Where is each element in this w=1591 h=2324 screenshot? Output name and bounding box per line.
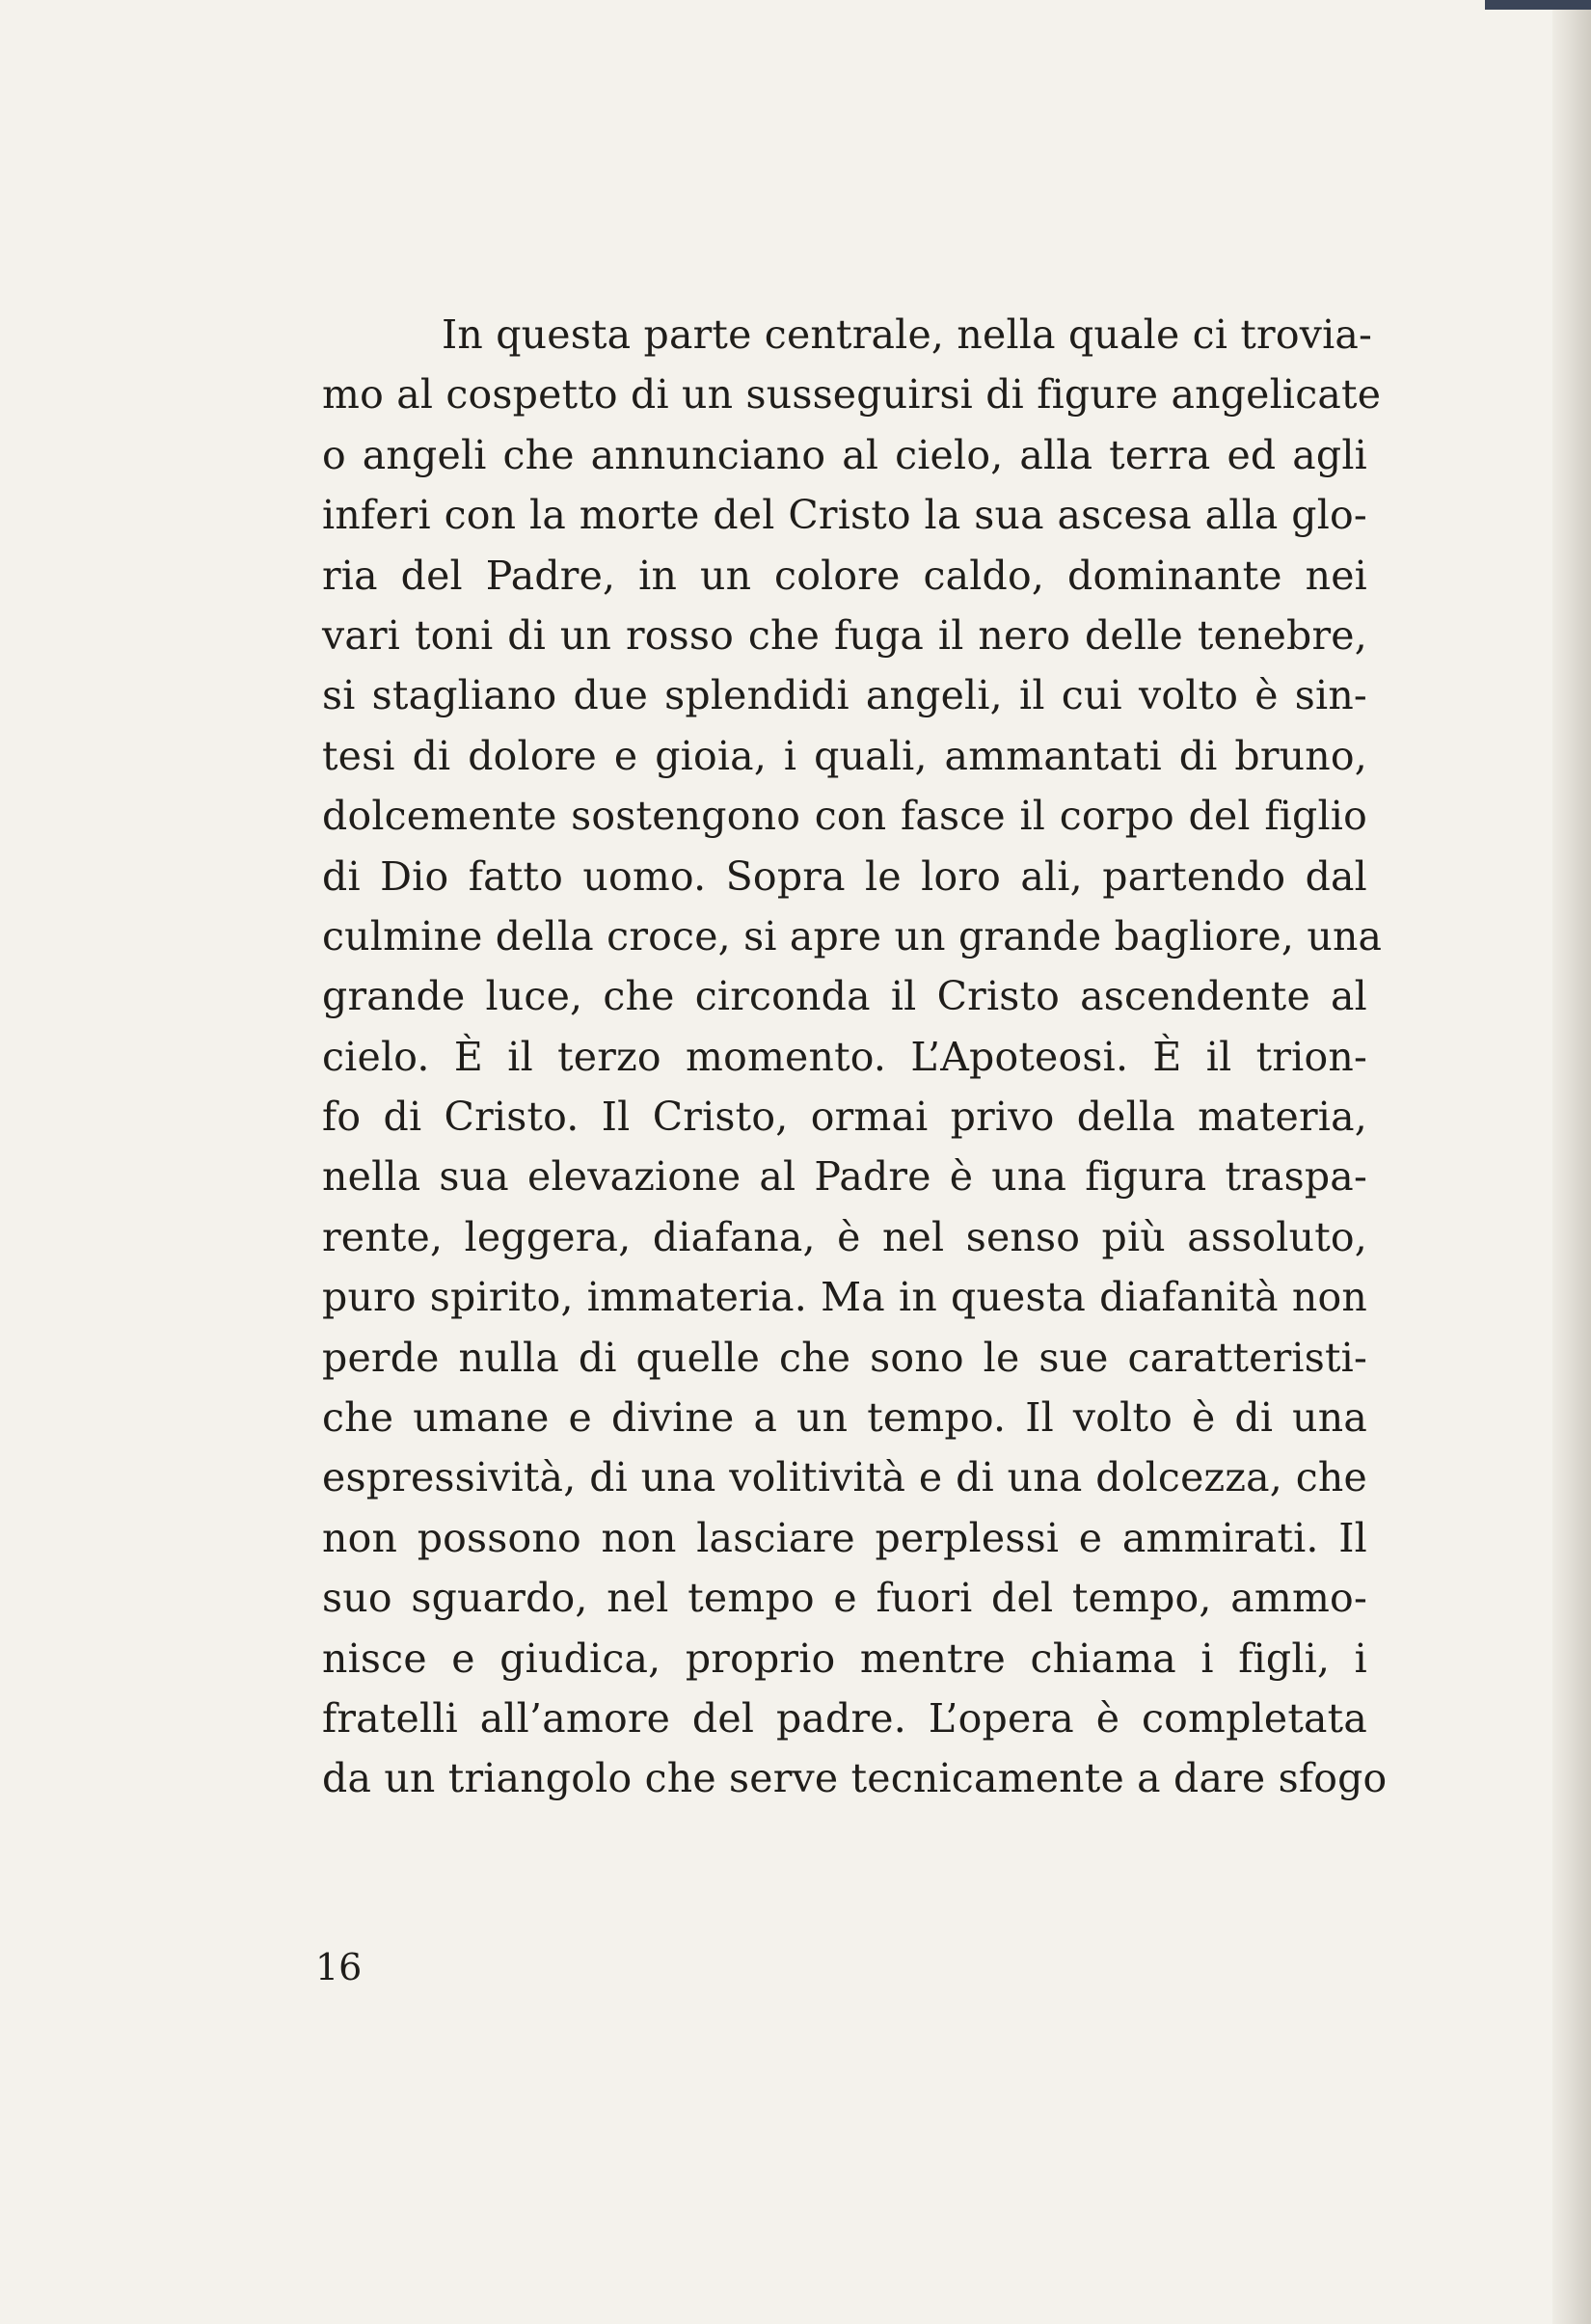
text-line: suo sguardo, nel tempo e fuori del tempo, ammo-: [322, 1575, 1367, 1622]
text-line: di Dio fatto uomo. Sopra le loro ali, partendo dal: [322, 852, 1367, 900]
text-line: nisce e giudica, proprio mentre chiama i figli, i: [322, 1635, 1367, 1682]
text-line: In questa parte centrale, nella quale ci trovia-: [442, 311, 1373, 358]
text-line: culmine della croce, si apre un grande bagliore, una: [322, 912, 1383, 959]
text-line: fratelli all’amore del padre. L’opera è completata: [322, 1694, 1367, 1742]
page-edge: [1552, 0, 1591, 2324]
text-line: puro spirito, immateria. Ma in questa diafanità non: [322, 1274, 1367, 1321]
text-line: espressività, di una volitività e di una dolcezza, che: [322, 1454, 1367, 1501]
text-line: dolcemente sostengono con fasce il corpo del figlio: [322, 793, 1367, 840]
text-line: fo di Cristo. Il Cristo, ormai privo della materia,: [322, 1094, 1367, 1141]
text-line: tesi di dolore e gioia, i quali, ammantati di bruno,: [322, 732, 1367, 779]
cover-strip: [1485, 0, 1591, 10]
text-line: da un triangolo che serve tecnicamente a dare sfogo: [322, 1755, 1388, 1802]
text-line: non possono non lasciare perplessi e ammirati. Il: [322, 1514, 1367, 1561]
text-line: grande luce, che circonda il Cristo ascendente al: [322, 973, 1367, 1020]
text-line: ria del Padre, in un colore caldo, dominante nei: [322, 552, 1367, 599]
text-line: o angeli che annunciano al cielo, alla terra ed agli: [322, 431, 1367, 478]
text-line: mo al cospetto di un susseguirsi di figure angelicate: [322, 371, 1382, 419]
text-line: rente, leggera, diafana, è nel senso più assoluto,: [322, 1213, 1367, 1260]
text-line: si stagliano due splendidi angeli, il cui volto è sin-: [322, 672, 1367, 719]
body-text: [322, 305, 1388, 1809]
page-number: 16: [315, 1946, 363, 1988]
text-line: nella sua elevazione al Padre è una figura traspa-: [322, 1153, 1367, 1201]
text-line: che umane e divine a un tempo. Il volto è di una: [322, 1394, 1367, 1442]
text-line: inferi con la morte del Cristo la sua ascesa alla glo-: [322, 492, 1367, 539]
text-line: vari toni di un rosso che fuga il nero delle tenebre,: [322, 611, 1367, 659]
text-line: perde nulla di quelle che sono le sue caratteristi-: [322, 1334, 1367, 1381]
text-line: cielo. È il terzo momento. L’Apoteosi. È il trion-: [322, 1033, 1367, 1080]
